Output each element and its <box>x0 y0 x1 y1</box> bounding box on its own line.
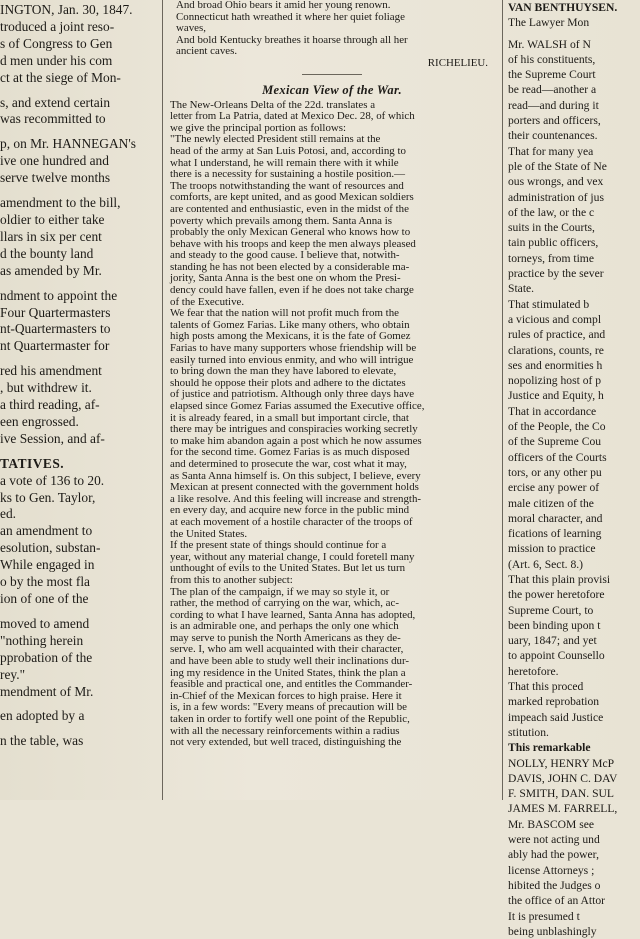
text-line: F. SMITH, DAN. SUL <box>508 787 615 801</box>
article-line: probably the only Mexican General who knows how to <box>170 226 411 239</box>
article-line: behave with his troops and keep the men always pleased <box>170 237 416 250</box>
text-line: Mr. WALSH of N <box>508 37 591 51</box>
article-line: elapsed since Gomez Farias assumed the Executive office, <box>170 400 425 412</box>
text-line: moral character, and <box>508 511 603 525</box>
text-line: the Supreme Court <box>508 68 596 82</box>
article-line: and have been able to study well their inclinations dur- <box>170 655 410 668</box>
text-line: heretofore. <box>508 664 559 678</box>
text-line: ercise any power of <box>508 481 600 495</box>
text-line: serve twelve months <box>0 170 111 186</box>
text-line: troduced a joint reso- <box>0 18 115 34</box>
column-rule-right <box>502 0 503 800</box>
text-line: the office of an Attor <box>508 894 606 908</box>
text-line: been binding upon t <box>508 618 601 632</box>
text-line: That this plain provisi <box>508 572 611 586</box>
poem-line: waves, <box>176 22 206 35</box>
text-line: a vicious and compl <box>508 312 602 326</box>
text-line: red his amendment <box>0 363 102 379</box>
article-line: there is a necessity for sustaining a hostile position.— <box>170 168 406 181</box>
article-line: a like resolve. And this feeling will increase and strength- <box>170 492 422 505</box>
text-line <box>0 128 158 136</box>
text-line <box>0 725 158 733</box>
text-line: ive one hundred and <box>0 153 109 169</box>
article-line: we give the principal portion as follows: <box>170 121 347 134</box>
text-line: practice by the sever <box>508 267 604 281</box>
text-line: ion of one of the <box>0 591 89 606</box>
text-line: of the People, the Co <box>508 420 606 434</box>
text-line: d men under his com <box>0 52 113 68</box>
text-line: llars in six per cent <box>0 228 102 244</box>
article-body <box>166 100 498 749</box>
article-line: may serve to punish the North Americans as they de- <box>170 631 401 644</box>
column-rule-left <box>162 0 163 800</box>
article-line: of the Executive. <box>170 295 245 308</box>
section-divider <box>302 74 362 75</box>
article-line: talents of Gomez Farias. Like many others, who obtain <box>170 318 410 331</box>
article-line: of justice and patriotism. Although only three days have <box>170 388 415 401</box>
article-line: at each movement of a hostile character of the troops of <box>170 515 413 528</box>
text-line: oldier to either take <box>0 211 105 227</box>
article-line: for the second time. Gomez Farias is as much disposed <box>170 446 410 459</box>
right-column <box>506 0 640 938</box>
text-line: n the table, was <box>0 733 84 749</box>
text-line: That in accordance <box>508 404 597 418</box>
article-line: Mexican at present connected with the government holds <box>170 481 419 494</box>
text-line: While engaged in <box>0 557 95 573</box>
text-line: ks to Gen. Taylor, <box>0 489 96 505</box>
text-line: Supreme Court, to <box>508 603 594 617</box>
text-line: Four Quartermasters <box>0 304 111 320</box>
middle-column <box>166 0 498 800</box>
article-line: Farias to have many supporters whose friendship will be <box>170 342 417 355</box>
text-line: was recommitted to <box>0 111 106 127</box>
text-line: s of Congress to Gen <box>0 35 113 51</box>
text-line: That for many yea <box>508 144 594 158</box>
right-column-text <box>506 0 640 939</box>
text-line: mission to practice <box>508 542 596 556</box>
text-line: mendment of Mr. <box>0 683 94 699</box>
article-line: dency could have fallen, even if he does not take charge <box>170 284 414 297</box>
text-line: , but withdrew it. <box>0 380 92 396</box>
article-line: "The newly elected President still remains at the <box>170 133 381 146</box>
text-line: fications of learning <box>508 527 602 541</box>
article-line: what I understand, he will remain there with it while <box>170 156 399 169</box>
article-line: poverty which prevails among them. Santa Anna is <box>170 214 393 227</box>
text-line: hibited the Judges o <box>508 878 601 892</box>
text-line: ous wrongs, and vex <box>508 175 604 189</box>
article-line: and steady to the good cause. I believe that, notwith- <box>170 249 400 262</box>
text-line: ses and enormities h <box>508 358 603 372</box>
text-line: of his constituents, <box>508 52 596 66</box>
text-line: an amendment to <box>0 523 93 539</box>
article-line: as Santa Anna himself is. On this subject, I believe, every <box>170 469 421 482</box>
poem-line: Connecticut hath wreathed it where her quiet foliage <box>176 10 405 23</box>
text-line: TATIVES. <box>0 455 65 471</box>
text-line: uary, 1847; and yet <box>508 634 597 648</box>
poem-line: And broad Ohio bears it amid her young renown. <box>176 0 391 11</box>
article-line: head of the army at San Luis Potosi, and, according to <box>170 144 406 157</box>
text-line: Mr. BASCOM see <box>508 817 594 831</box>
text-line: their countenances. <box>508 129 598 143</box>
text-line: of the Supreme Cou <box>508 435 602 449</box>
text-line: administration of jus <box>508 190 604 204</box>
text-line: a vote of 136 to 20. <box>0 472 105 488</box>
text-line: read—and during it <box>508 98 599 112</box>
article-line: ing my residence in the United States, think the plan a <box>170 666 406 679</box>
text-line: tors, or any other pu <box>508 465 602 479</box>
text-line: clarations, counts, re <box>508 343 604 357</box>
article-line: en every day, and acquire new force in the public mind <box>170 504 410 517</box>
text-line: ed. <box>0 506 16 522</box>
poem-line: RICHELIEU. <box>427 56 488 69</box>
text-line: ple of the State of Ne <box>508 159 607 173</box>
text-line: suits in the Courts, <box>508 221 595 235</box>
text-line: being unblashingly <box>508 924 597 938</box>
article-line: from this to another subject: <box>170 573 293 586</box>
article-line: comforts, are kept united, and as good Mexican soldiers <box>170 191 414 204</box>
text-line: ct at the siege of Mon- <box>0 69 121 85</box>
article-line: serve. I, who am well acquainted with their character, <box>170 643 404 656</box>
article-line: and determined to prosecute the war, cost what it may, <box>170 457 407 470</box>
text-line: That this proced <box>508 680 584 694</box>
article-line: unthought of evils to the United States. But let us turn <box>170 562 406 575</box>
article-line: We fear that the nation will not profit much from the <box>170 307 399 320</box>
text-line: NOLLY, HENRY McP <box>508 756 615 770</box>
article-line: taken in order to fortify well one point of the Republic, <box>170 713 410 726</box>
text-line <box>0 700 158 708</box>
text-line: male citizen of the <box>508 496 594 510</box>
text-line: nopolizing host of p <box>508 374 602 388</box>
text-line: to appoint Counsello <box>508 649 605 663</box>
text-line <box>0 608 158 616</box>
text-line: Justice and Equity, h <box>508 389 604 403</box>
article-line: standing he has not been elected by a considerable ma- <box>170 260 410 273</box>
text-line <box>0 355 158 363</box>
text-line: o by the most fla <box>0 574 91 590</box>
text-line: ndment to appoint the <box>0 287 118 303</box>
poem-line: ancient caves. <box>176 45 238 58</box>
text-line: license Attorneys ; <box>508 863 595 877</box>
article-line: the United States. <box>170 527 248 540</box>
article-line: should he oppose their plots and adhere to the dictates <box>170 376 406 389</box>
article-line: to make him abandon again a post which he now assumes <box>170 434 422 447</box>
text-line: The Lawyer Mon <box>508 16 590 30</box>
text-line: en adopted by a <box>0 708 85 724</box>
article-line: feasible and practical one, and entitles the Commander- <box>170 678 413 691</box>
text-line: were not acting und <box>508 833 600 847</box>
text-line: as amended by Mr. <box>0 262 102 278</box>
article-line: there may be intrigues and conspiracies working secretly <box>170 423 418 436</box>
article-line: it is already feared, in a small but important circle, that <box>170 411 409 424</box>
article-line: with all the necessary reinforcements within a radius <box>170 724 400 737</box>
article-line: not very extended, but well traced, distinguishing the <box>170 736 402 749</box>
text-line: "nothing herein <box>0 632 84 648</box>
article-line: easily turned into envious enmity, and who will intrigue <box>170 353 414 366</box>
article-line: The plan of the campaign, if we may so style it, or <box>170 585 390 598</box>
article-line: is, in a few words: "Every means of precaution will be <box>170 701 408 714</box>
text-line: VAN BENTHUYSEN. <box>508 1 618 14</box>
text-line: stitution. <box>508 725 549 739</box>
text-line: officers of the Courts <box>508 450 607 464</box>
article-line: cording to what I have learned, Santa Anna has adopted, <box>170 608 416 621</box>
text-line: tain public officers, <box>508 236 599 250</box>
text-line: (Art. 6, Sect. 8.) <box>508 557 584 571</box>
left-column <box>0 0 158 800</box>
text-line: marked reprobation <box>508 695 600 709</box>
text-line: s, and extend certain <box>0 94 111 110</box>
text-line: rules of practice, and <box>508 328 606 342</box>
text-line: esolution, substan- <box>0 540 101 556</box>
text-line: torneys, from time <box>508 251 594 265</box>
text-line: be read—another a <box>508 83 597 97</box>
text-line: It is presumed t <box>508 909 580 923</box>
article-line: in-Chief of the Mexican forces to high praise. Here it <box>170 689 402 702</box>
text-line: of the law, or the c <box>508 205 595 219</box>
text-line <box>0 87 158 95</box>
text-line: pprobation of the <box>0 649 93 665</box>
poem-fragment <box>166 0 498 70</box>
article-line: The troops notwithstanding the want of resources and <box>170 179 404 192</box>
text-line: nt-Quartermasters to <box>0 321 111 337</box>
text-line: This remarkable <box>508 741 591 755</box>
article-line: The New-Orleans Delta of the 22d. translates a <box>170 98 376 111</box>
text-line: INGTON, Jan. 30, 1847. <box>0 2 133 17</box>
article-line: letter from La Patria, dated at Mexico Dec. 28, of which <box>170 110 415 123</box>
article-line: If the present state of things should continue for a <box>170 539 387 552</box>
text-line: p, on Mr. HANNEGAN's <box>0 136 136 152</box>
article-line: is an admirable one, and perhaps the only one which <box>170 620 399 633</box>
text-line: a third reading, af- <box>0 397 100 413</box>
article-line: high posts among the Mexicans, it is the fate of Gomez <box>170 330 411 343</box>
article-line: year, without any material change, I could foretell many <box>170 550 415 563</box>
text-line: JAMES M. FARRELL, <box>508 802 618 816</box>
text-line <box>0 280 158 288</box>
text-line: ably had the power, <box>508 848 599 862</box>
text-line <box>0 187 158 195</box>
text-line: ive Session, and af- <box>0 430 105 446</box>
text-line: d the bounty land <box>0 245 94 261</box>
text-line: moved to amend <box>0 615 90 631</box>
text-line: rey." <box>0 666 26 682</box>
poem-line: And bold Kentucky breathes it hoarse through all her <box>176 33 408 46</box>
text-line: That stimulated b <box>508 297 590 311</box>
text-line: nt Quartermaster for <box>0 338 110 354</box>
text-line: amendment to the bill, <box>0 195 121 211</box>
text-line: porters and officers, <box>508 114 601 128</box>
article-line: are contented and enthusiastic, even in the midst of the <box>170 202 409 215</box>
text-line: impeach said Justice <box>508 710 604 724</box>
text-line: DAVIS, JOHN C. DAV <box>508 771 618 785</box>
text-line: een engrossed. <box>0 413 79 429</box>
left-column-text <box>0 0 158 750</box>
article-line: jority, Santa Anna is the best one on whom the Presi- <box>170 272 401 285</box>
article-title: Mexican View of the War. <box>262 82 402 97</box>
article-line: to bring down the man they have labored to elevate, <box>170 365 397 378</box>
article-line: rather, the method of carrying on the war, which, ac- <box>170 597 399 610</box>
text-line: State. <box>508 282 535 296</box>
text-line: the power heretofore <box>508 588 605 602</box>
text-line <box>0 448 158 456</box>
